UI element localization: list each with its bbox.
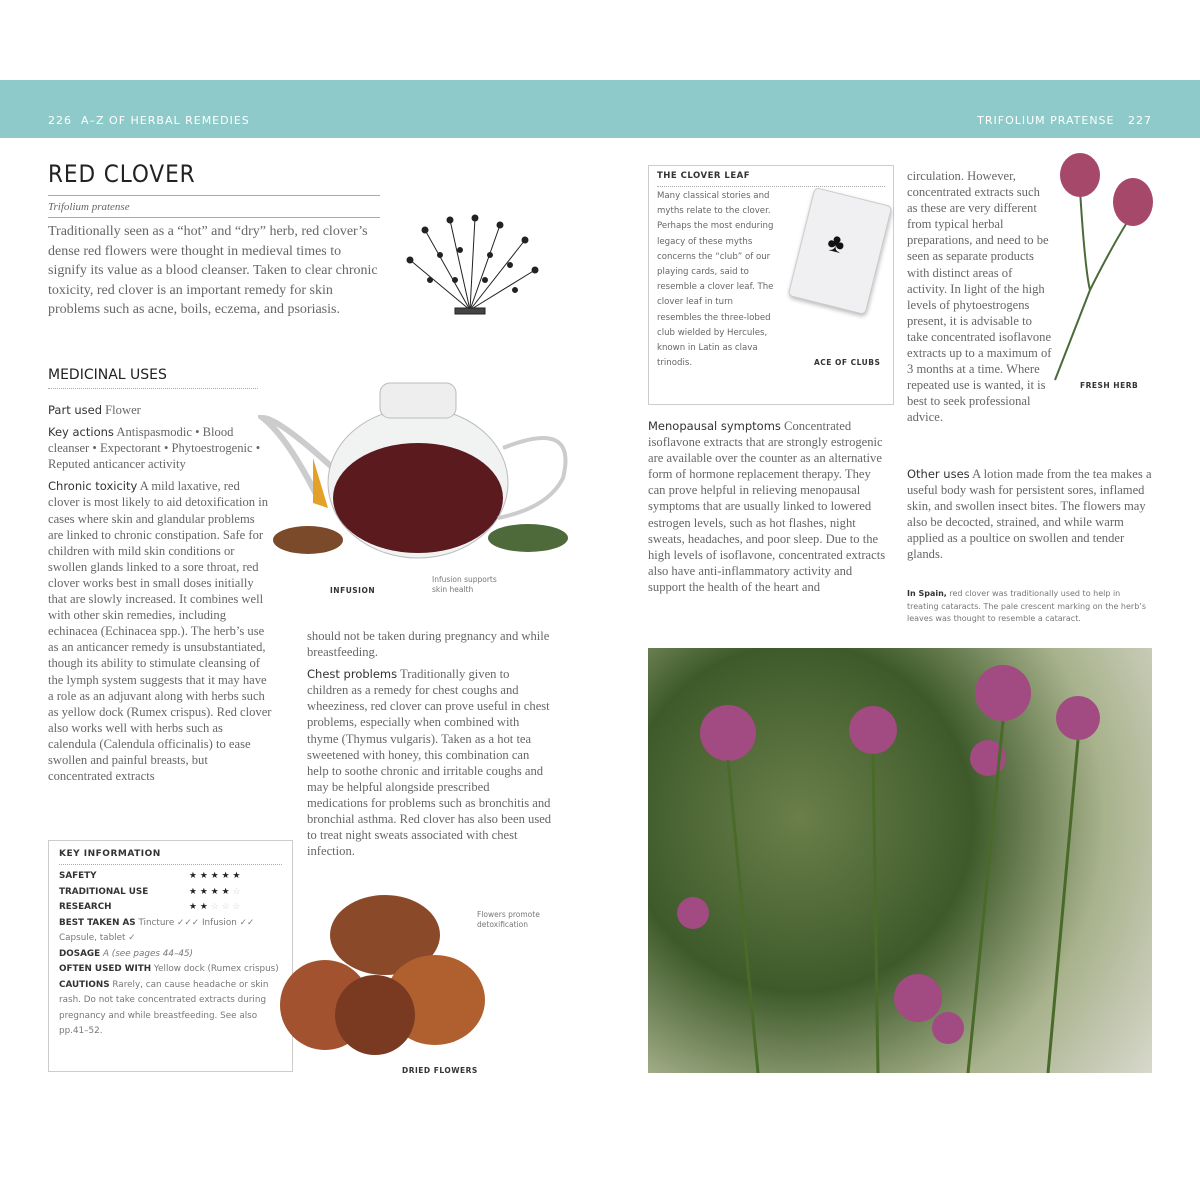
research-stars: ★★☆☆☆ xyxy=(189,902,244,912)
divider xyxy=(48,217,380,218)
label: Chronic toxicity xyxy=(48,479,138,494)
club-icon: ♣ xyxy=(824,227,849,260)
label: Other uses xyxy=(907,467,970,481)
label: Menopausal symptoms xyxy=(648,419,781,433)
cautions: Rarely, can cause headache or skin rash. Do not take concentrated extracts during pregnancy and while breastfeeding. See also pp.41–52. xyxy=(59,979,269,1036)
fresh-caption: FRESH HERB xyxy=(1080,381,1139,390)
divider xyxy=(48,195,380,196)
header-band xyxy=(0,80,1200,138)
key-info-list xyxy=(59,869,282,1040)
traditional-use-stars: ★★★★☆ xyxy=(189,886,244,897)
divider xyxy=(48,388,258,389)
clover-field-photo xyxy=(648,648,1152,1073)
info-row xyxy=(59,916,282,947)
info-row xyxy=(59,978,282,1040)
key-actions: Antispasmodic • Blood cleanser • Expectorant • Phytoestrogenic • Reputed anticancer activity xyxy=(48,425,261,472)
medicinal-heading: MEDICINAL USES xyxy=(48,367,167,383)
herb-illustration xyxy=(395,210,545,320)
page-number: 227 xyxy=(1128,114,1152,127)
continued-text: should not be taken during pregnancy and while breastfeeding. xyxy=(307,629,550,660)
label: DOSAGE xyxy=(59,948,101,959)
info-row xyxy=(59,947,282,963)
medicinal-column xyxy=(48,402,273,784)
divider xyxy=(59,864,282,865)
dried-flowers-image xyxy=(275,885,495,1060)
dried-caption: DRIED FLOWERS xyxy=(402,1066,478,1075)
rating-row xyxy=(59,885,282,901)
dried-note: Flowers promote detoxification xyxy=(477,910,540,929)
teapot-image xyxy=(258,378,578,568)
info-row xyxy=(59,962,282,978)
middle-column xyxy=(307,628,552,859)
infusion-note: Infusion supports skin health xyxy=(432,575,497,594)
menopausal-text: Concentrated isoflavone extracts that are strongly estrogenic are available over the counter as an alternative form of hormone replacement therapy. They can prove helpful in relieving menopausal symptoms that are usually linked to lowered estrogen levels, such as hot flashes, night sweats, headaches, and poor sleep. Due to the high levels of isoflavone, concentrated extracts also have anti-inflammatory activity and support the health of the heart and xyxy=(648,419,886,594)
best-taken-as: Tincture ✓✓✓ Infusion ✓✓ Capsule, tablet ✓ xyxy=(59,917,255,943)
rating-row xyxy=(59,869,282,885)
section-title: TRIFOLIUM PRATENSE xyxy=(977,114,1115,127)
spain-section xyxy=(907,588,1152,626)
rating-label: TRADITIONAL USE xyxy=(59,886,149,897)
chest-text: Traditionally given to children as a remedy for chest coughs and wheeziness, red clover can prove useful in chest problems, especially when combined with thyme (Thymus vulgaris). Taken as a hot tea sweetened with honey, this combination can help to soothe chronic and irritable coughs and may be helpful alongside prescribed medications for problems such as bronchitis and bronchial asthma. Red clover has also been used to treat night sweats associated with chest infection. xyxy=(307,667,552,859)
key-info-title: KEY INFORMATION xyxy=(59,849,161,859)
label: OFTEN USED WITH xyxy=(59,964,152,974)
label: In Spain, xyxy=(907,589,947,598)
rating-label: RESEARCH xyxy=(59,902,112,912)
circulation-paragraph: circulation. However, concentrated extracts such as these are very different from typical herbal preparations, and need to be seen as separate products with distinct areas of activity. In light of the high levels of phytoestrogens present, it is advisable to take concentrated isoflavone extracts up to a maximum of 3 months at a time. Where repeated use is wanted, it is best to seek professional advice. xyxy=(907,169,1052,425)
herb-title: RED CLOVER xyxy=(48,160,196,188)
intro-text: Traditionally seen as a “hot” and “dry” herb, red clover’s dense red flowers were thought in medieval times to signify its value as a blood cleanser. Taken to clear chronic toxicity, red clover is an important remedy for skin problems such as acne, boils, eczema, and psoriasis. xyxy=(48,224,378,317)
clover-flowers xyxy=(648,648,1152,1073)
label: CAUTIONS xyxy=(59,979,110,990)
chronic-text: A mild laxative, red clover is most likely to aid detoxification in cases where skin and glandular problems are linked to chronic constipation. Safe for children with mild skin conditions or swollen glands linked to a sore throat, red clover works best in small doses initially that are slowly increased. It combines well with other skin remedies, including echinacea (Echinacea spp.). The herb’s use as an anticancer remedy is unsubstantiated, though its ability to stimulate cleansing of the lymph system suggests that it may have a role as an adjuvant along with herbs such as yellow dock (Rumex crispus). Red clover also works well with herbs such as calendula (Calendula officinalis) to ease swollen and painful breasts, but concentrated extracts xyxy=(48,479,272,784)
rating-label: SAFETY xyxy=(59,871,97,881)
other-uses-section xyxy=(907,466,1152,563)
rating-row xyxy=(59,900,282,916)
section-title: A–Z OF HERBAL REMEDIES xyxy=(81,114,250,127)
label: BEST TAKEN AS xyxy=(59,917,136,928)
header-right xyxy=(977,114,1152,127)
spain-note: red clover was traditionally used to help in treating cataracts. The pale crescent marking on the herb’s leaves was thought to resemble a cataract. xyxy=(907,589,1146,623)
latin-name: Trifolium pratense xyxy=(48,201,130,213)
clover-leaf-title: THE CLOVER LEAF xyxy=(657,171,751,181)
divider xyxy=(657,186,885,187)
label: Key actions xyxy=(48,425,114,440)
label: Part used xyxy=(48,403,103,417)
clover-leaf-text: Many classical stories and myths relate to the clover. Perhaps the most enduring legacy of these myths concerns the “club” of our playing cards, said to resemble a clover leaf. The clover leaf in turn resembles the three-lobed club wielded by Hercules, known in Latin as clava trinodis. xyxy=(657,191,774,369)
safety-stars: ★★★★★ xyxy=(189,871,244,881)
ace-caption: ACE OF CLUBS xyxy=(814,358,881,367)
header-left xyxy=(48,114,250,127)
part-used: Flower xyxy=(105,403,141,417)
fresh-herb-image xyxy=(1045,150,1155,385)
label: Chest problems xyxy=(307,667,398,682)
infusion-caption: INFUSION xyxy=(330,586,376,595)
often-used-with: Yellow dock (Rumex crispus) xyxy=(153,964,279,974)
menopausal-section xyxy=(648,418,890,595)
page-number: 226 xyxy=(48,114,72,127)
other-uses-text: A lotion made from the tea makes a useful body wash for persistent sores, inflamed skin, and swollen insect bites. The flowers may also be decocted, strained, and while warm applied as a poultice on swollen and tender glands. xyxy=(907,467,1152,562)
key-information-box xyxy=(48,840,293,1072)
dosage: A (see pages 44–45) xyxy=(102,948,193,959)
